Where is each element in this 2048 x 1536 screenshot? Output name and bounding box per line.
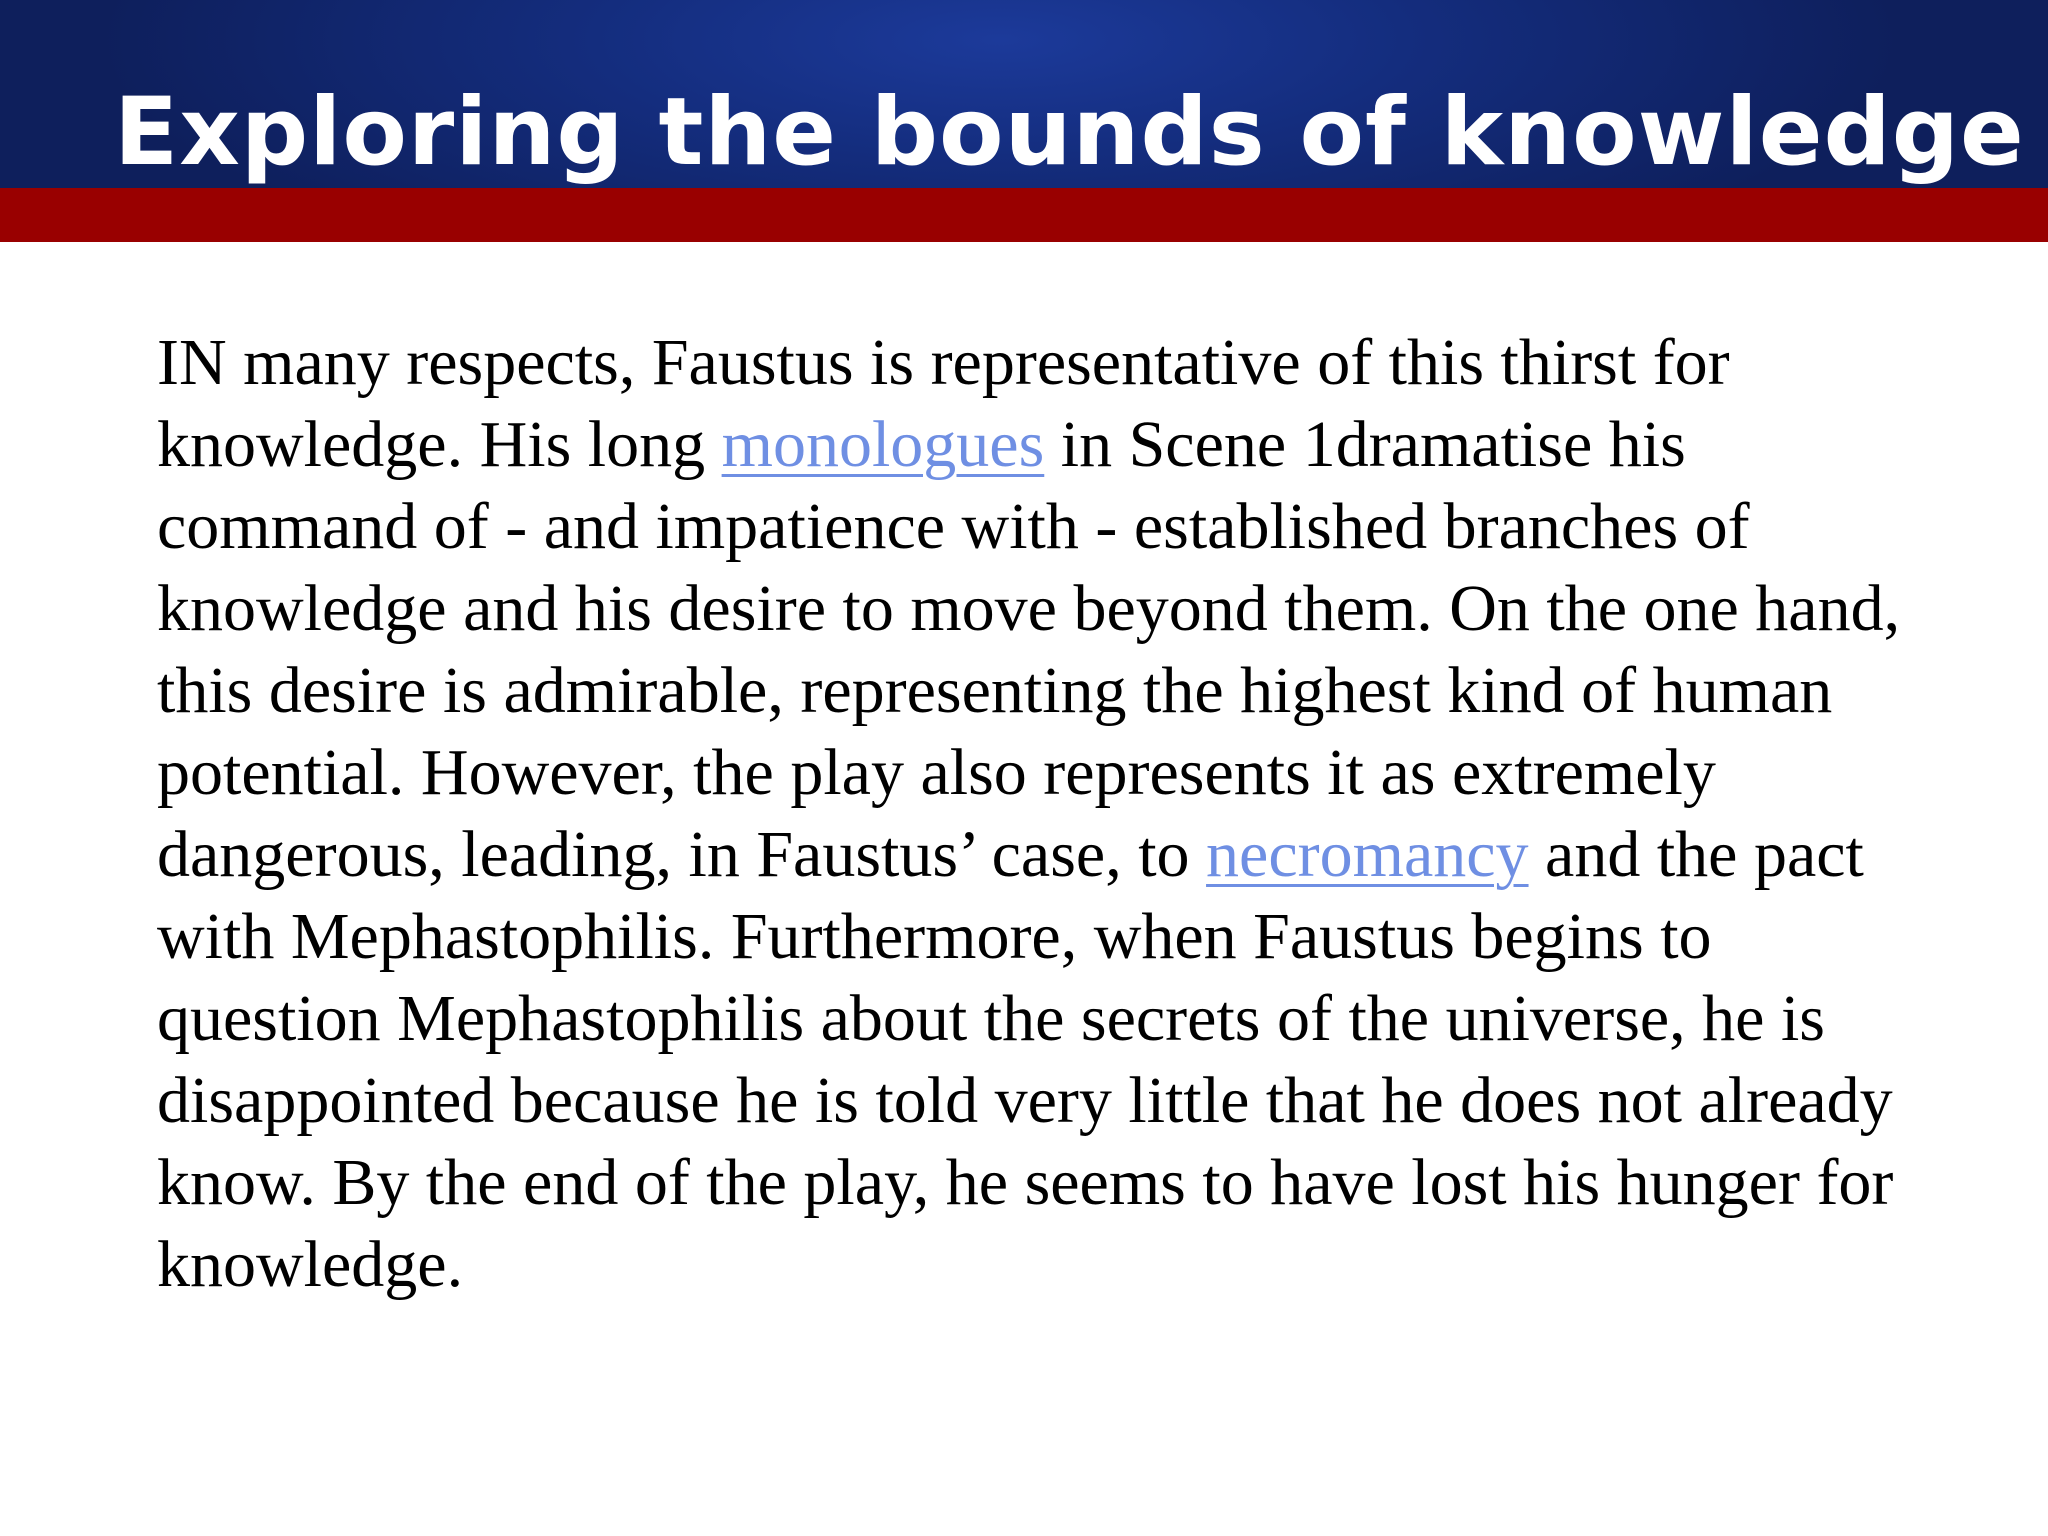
body-line-10: disappointed because he is told very little that he does not already — [157, 1064, 1893, 1137]
body-line-5: this desire is admirable, representing the highest kind of human — [157, 654, 1833, 727]
body-line-4: knowledge and his desire to move beyond them. On the one hand, — [157, 572, 1901, 645]
accent-stripe — [0, 188, 2048, 242]
body-line-7-start: dangerous, leading, in Faustus’ case, to — [157, 818, 1207, 891]
body-line-12: knowledge. — [157, 1228, 464, 1301]
body-line-7-end: and the pact — [1528, 818, 1864, 891]
title-bar — [0, 0, 2048, 188]
body-line-2 — [157, 404, 2007, 486]
monologues-link[interactable]: monologues — [721, 408, 1045, 481]
necromancy-link[interactable]: necromancy — [1206, 818, 1529, 891]
body-line-7 — [157, 814, 2007, 896]
body-line-9: question Mephastophilis about the secrets of the universe, he is — [157, 982, 1825, 1055]
body-paragraph — [157, 322, 2007, 1306]
body-line-6: potential. However, the play also represents it as extremely — [157, 736, 1716, 809]
body-line-2-start: knowledge. His long — [157, 408, 722, 481]
slide-title: Exploring the bounds of knowledge — [114, 78, 2025, 187]
body-line-8: with Mephastophilis. Furthermore, when Faustus begins to — [157, 900, 1712, 973]
body-line-2-end: in Scene 1dramatise his — [1044, 408, 1686, 481]
body-line-3: command of - and impatience with - established branches of — [157, 490, 1750, 563]
body-line-1: IN many respects, Faustus is representative of this thirst for — [157, 326, 1730, 399]
body-line-11: know. By the end of the play, he seems to have lost his hunger for — [157, 1146, 1894, 1219]
